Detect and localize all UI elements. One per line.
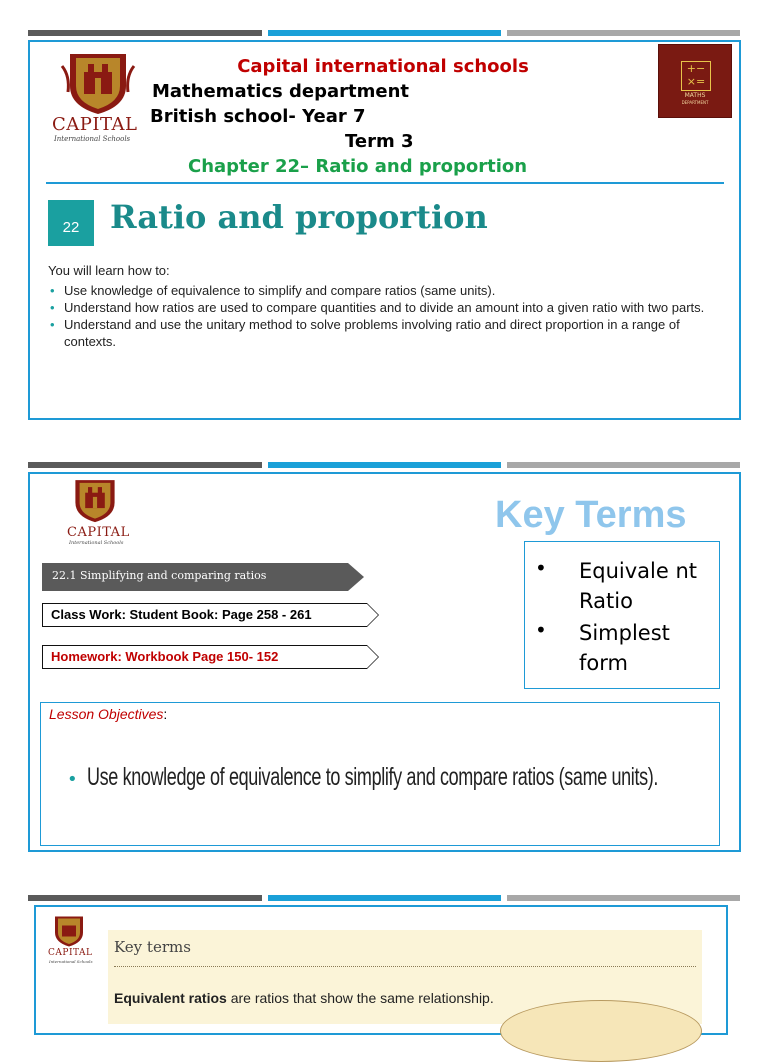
school-logo bbox=[48, 46, 148, 146]
slide-1-divider bbox=[46, 182, 724, 184]
lesson-objectives-box bbox=[40, 702, 720, 846]
slide-3-topbar-left bbox=[28, 895, 262, 901]
school-crest-icon bbox=[44, 912, 94, 948]
school-crest-icon bbox=[60, 474, 130, 524]
chapter-number-badge: 22 bbox=[48, 200, 94, 246]
key-terms-panel bbox=[108, 930, 702, 1024]
objective-item: • Use knowledge of equivalence to simplify and compare ratios (same units). bbox=[48, 282, 728, 299]
key-terms-heading: Key terms bbox=[114, 938, 191, 956]
classwork-label: Class Work: Student Book: Page 258 - 261 bbox=[42, 603, 367, 627]
bullet-icon: • bbox=[535, 618, 547, 642]
slide-2-topbar-left bbox=[28, 462, 262, 468]
slide-1-topbar-left bbox=[28, 30, 262, 36]
objectives-list bbox=[48, 282, 728, 350]
department-name: Mathematics department bbox=[152, 81, 410, 102]
slide-1-topbar-right bbox=[507, 30, 740, 36]
key-term-item: Equivale nt Ratio bbox=[579, 559, 698, 613]
logo-subtext: International Schools bbox=[49, 959, 93, 964]
key-terms-divider bbox=[114, 966, 696, 967]
bullet-icon: • bbox=[535, 556, 547, 580]
lesson-objective: Use knowledge of equivalence to simplify and compare ratios (same units). bbox=[87, 763, 659, 791]
objective-bullet-icon: • bbox=[67, 769, 78, 790]
logo-subtext: International Schools bbox=[69, 540, 124, 546]
school-year: British school- Year 7 bbox=[150, 106, 366, 127]
section-banner-arrow bbox=[348, 563, 364, 591]
objective-item: • Understand and use the unitary method to solve problems involving ratio and direct proportion in a range of contexts. bbox=[48, 316, 728, 350]
key-term-item: Simplest form bbox=[579, 621, 670, 675]
definition-text: Equivalent ratios are ratios that show the same relationship. bbox=[114, 990, 494, 1006]
maths-department-badge bbox=[658, 44, 732, 118]
slide-2-topbar-middle bbox=[268, 462, 501, 468]
maths-badge-text: MATHS bbox=[684, 92, 706, 99]
maths-badge-subtext: DEPARTMENT bbox=[681, 100, 709, 105]
learning-intro: You will learn how to: bbox=[48, 263, 170, 278]
slide-1-topbar-middle bbox=[268, 30, 501, 36]
key-terms-box bbox=[524, 541, 720, 689]
key-terms-title: Key Terms bbox=[495, 494, 687, 536]
logo-text: CAPITAL bbox=[52, 114, 138, 135]
section-banner bbox=[42, 563, 348, 591]
lesson-objectives-label: Lesson Objectives: bbox=[49, 706, 168, 722]
decorative-illustration bbox=[500, 1000, 702, 1062]
slide-3-topbar-right bbox=[507, 895, 740, 901]
chapter-heading: Chapter 22– Ratio and proportion bbox=[188, 156, 528, 177]
logo-text: CAPITAL bbox=[48, 948, 93, 958]
term-label: Term 3 bbox=[345, 131, 414, 152]
school-logo bbox=[44, 912, 100, 972]
logo-text: CAPITAL bbox=[67, 525, 130, 540]
slide-3-topbar-middle bbox=[268, 895, 501, 901]
logo-subtext: International Schools bbox=[54, 135, 131, 143]
math-symbols-icon: +− ×= bbox=[681, 61, 711, 91]
school-name: Capital international schools bbox=[237, 56, 529, 77]
section-label: 22.1 Simplifying and comparing ratios bbox=[52, 569, 267, 582]
chapter-title: Ratio and proportion bbox=[110, 198, 488, 236]
slide-2-topbar-right bbox=[507, 462, 740, 468]
objective-item: • Understand how ratios are used to compare quantities and to divide an amount into a given ratio with two parts. bbox=[48, 299, 728, 316]
homework-label: Homework: Workbook Page 150- 152 bbox=[42, 645, 367, 669]
school-crest-icon bbox=[48, 46, 148, 116]
school-logo bbox=[60, 474, 140, 554]
